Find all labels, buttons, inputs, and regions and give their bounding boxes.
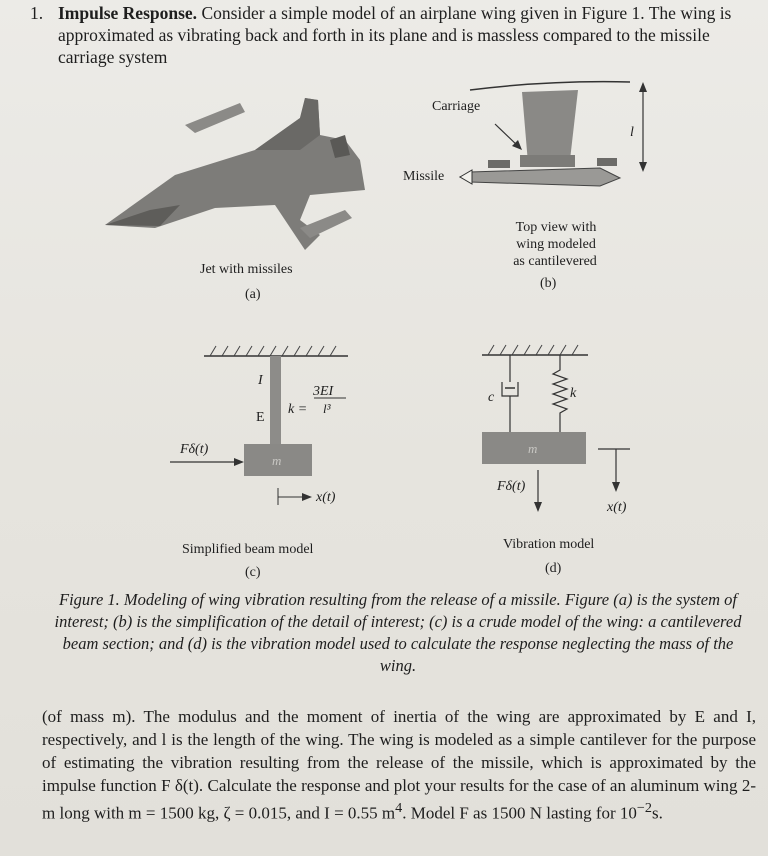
label-damping-c: c [488, 390, 495, 405]
label-k-equals: k = [288, 402, 308, 417]
label-missile: Missile [403, 169, 445, 184]
label-top-view-line-2: wing modeled [516, 237, 596, 252]
label-displacement-c: x(t) [316, 490, 336, 505]
label-modulus-e: E [256, 410, 265, 425]
figure-caption-text: Figure 1. Modeling of wing vibration resulting from the release of a missile. Figure (a) is the system of interest; (b) is the simplification of the detail of interest; (c) is a crude model of the wing: a cantilevered beam section; and (d) is the vibration model used to calculate the response neglecting the mass of the wing. [54, 590, 742, 675]
label-length-l: l [630, 125, 634, 140]
label-jet-with-missiles: Jet with missiles [200, 262, 293, 277]
problem-number: 1. [30, 3, 44, 23]
label-force-impulse-c: Fδ(t) [180, 442, 209, 457]
label-inertia-i: I [258, 373, 263, 388]
jet-illustration [105, 98, 365, 250]
label-stiffness-k: k [570, 386, 577, 401]
label-top-view-line-3: as cantilevered [513, 254, 597, 269]
problem-body-paragraph: (of mass m). The modulus and the moment of inertia of the wing are approximated by E and I, respectively, and l is the length of the wing. The wing is modeled as a simple cantilever for the purpose of estimating the vibration resulting from the release of the missile, which is approximated by the impulse function F δ(t). Calculate the response and plot your results for the case of an aluminum wing 2-m long with m = 1500 kg, ζ = 0.015, and I = 0.55 $m^4$. Model F as 1500 N lasting for $10^{-2}s$. [42, 707, 756, 823]
figure-caption [48, 589, 748, 677]
label-simplified-beam-model: Simplified beam model [182, 542, 314, 557]
label-top-view-line-1: Top view with [515, 220, 597, 235]
carriage-missile-illustration [460, 82, 647, 186]
label-subfig-d: (d) [545, 561, 562, 576]
label-subfig-c: (c) [245, 565, 261, 580]
label-subfig-a: (a) [245, 287, 261, 302]
label-subfig-b: (b) [540, 276, 557, 291]
label-carriage: Carriage [432, 99, 481, 114]
label-k-numerator: 3EI [313, 384, 334, 399]
label-displacement-d: x(t) [607, 500, 627, 515]
label-mass-d: m [528, 441, 538, 456]
problem-intro: Consider a simple model of an airplane wing given in Figure 1. The wing is approximated as vibrating back and forth in its plane and is massless compared to the missile carriage system [58, 3, 732, 67]
label-k-denominator: l³ [323, 401, 331, 416]
label-force-impulse-d: Fδ(t) [497, 479, 526, 494]
label-mass-c: m [272, 453, 282, 468]
problem-title: Impulse Response. [58, 3, 198, 23]
label-vibration-model: Vibration model [503, 537, 595, 552]
